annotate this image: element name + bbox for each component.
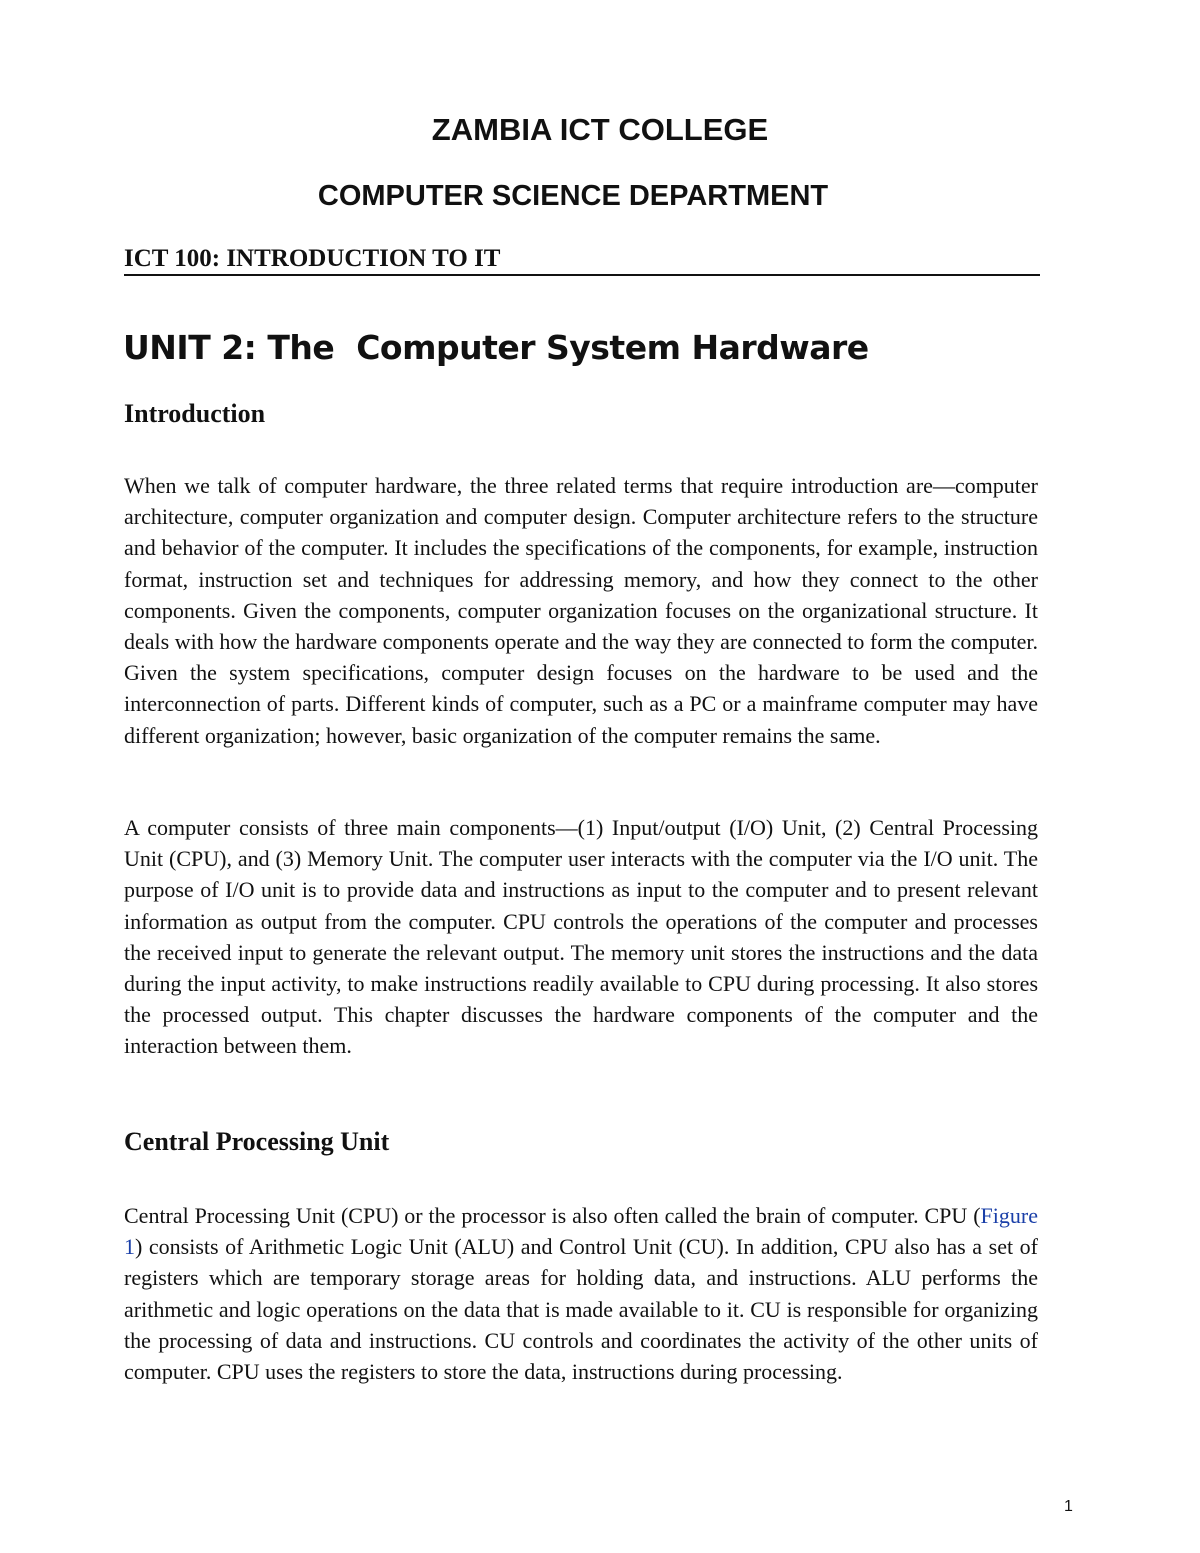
cpu-heading: Central Processing Unit bbox=[124, 1127, 390, 1156]
page-number: 1 bbox=[1064, 1498, 1073, 1515]
cpu-paragraph-end: ) consists of Arithmetic Logic Unit (ALU) and Control Unit (CU). In addition, CPU also has a set of registers which are temporary storage areas for holding data, and instructions. ALU performs the arithmetic and logic operations on the data that is made available to it. CU is responsible for organizing the processing of data and instructions. CU controls and coordinates the activity of the other units of computer. CPU uses the registers to store the data, instructions during processing. bbox=[124, 1234, 1038, 1385]
unit-title: UNIT 2: The Computer System Hardware bbox=[123, 328, 869, 367]
college-name: ZAMBIA ICT COLLEGE bbox=[431, 112, 769, 147]
introduction-paragraph-1: When we talk of computer hardware, the three related terms that require introduction are—computer architecture, computer organization and computer design. Computer architecture refers to the structure and behavior of the computer. It includes the specifications of the components, for example, instruction format, instruction set and techniques for addressing memory, and how they connect to the other components. Given the components, computer organization focuses on the organizational structure. It deals with how the hardware components operate and the way they are connected to form the computer. Given the system specifications, computer design focuses on the hardware to be used and the interconnection of parts. Different kinds of computer, such as a PC or a mainframe computer may have different organization; however, basic organization of the computer remains the same. bbox=[124, 473, 1038, 748]
introduction-paragraph-2: A computer consists of three main components—(1) Input/output (I/O) Unit, (2) Central Processing Unit (CPU), and (3) Memory Unit. The computer user interacts with the computer via the I/O unit. The purpose of I/O unit is to provide data and instructions as input to the computer and to present relevant information as output from the computer. CPU controls the operations of the computer and processes the received input to generate the relevant output. The memory unit stores the instructions and the data during the input activity, to make instructions readily available to CPU during processing. It also stores the processed output. This chapter discusses the hardware components of the computer and the interaction between them. bbox=[124, 815, 1038, 1059]
cpu-paragraph-start: Central Processing Unit (CPU) or the processor is also often called the brain of computer. CPU ( bbox=[124, 1203, 981, 1228]
course-title: ICT 100: INTRODUCTION TO IT bbox=[124, 244, 1040, 276]
department-name: COMPUTER SCIENCE DEPARTMENT bbox=[317, 180, 829, 212]
introduction-heading: Introduction bbox=[124, 399, 266, 428]
figure-1-link[interactable]: Figure 1 bbox=[124, 1203, 1038, 1260]
cpu-paragraph bbox=[124, 1200, 1038, 1387]
